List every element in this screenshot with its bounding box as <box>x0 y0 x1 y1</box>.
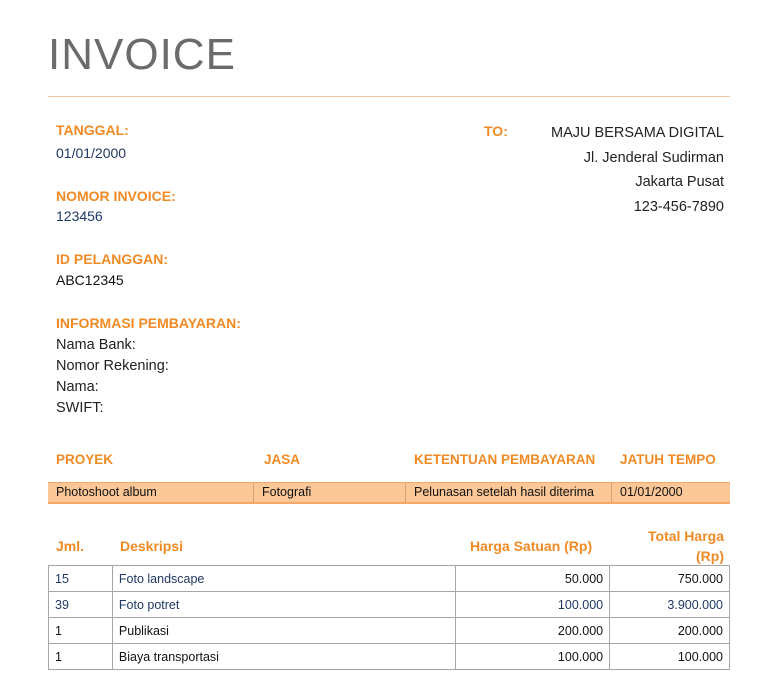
total-cell: 3.900.000 <box>610 592 730 618</box>
swift-line: SWIFT: <box>56 400 104 416</box>
qty-header: Jml. <box>56 538 85 554</box>
total-price-header <box>648 526 724 566</box>
due-date-cell: 01/01/2000 <box>620 485 683 499</box>
qty-cell: 39 <box>49 592 113 618</box>
description-cell: Foto landscape <box>112 566 455 592</box>
unit-price-cell: 100.000 <box>456 644 610 670</box>
total-price-header-line2: (Rp) <box>696 548 724 564</box>
qty-cell: 1 <box>49 644 113 670</box>
items-table <box>48 565 730 670</box>
customer-id-value: ABC12345 <box>56 272 124 288</box>
account-number-line: Nomor Rekening: <box>56 358 169 374</box>
service-cell: Fotografi <box>254 483 406 502</box>
description-cell: Biaya transportasi <box>112 644 455 670</box>
description-header: Deskripsi <box>120 538 184 554</box>
service-header: JASA <box>264 452 301 467</box>
unit-price-header: Harga Satuan (Rp) <box>470 538 593 554</box>
qty-cell: 1 <box>49 618 113 644</box>
table-row <box>49 644 730 670</box>
description-cell: Publikasi <box>112 618 455 644</box>
unit-price-cell: 50.000 <box>456 566 610 592</box>
invoice-number-label: NOMOR INVOICE: <box>56 188 176 204</box>
invoice-number-value: 123456 <box>56 208 103 224</box>
total-cell: 100.000 <box>610 644 730 670</box>
date-value: 01/01/2000 <box>56 145 127 161</box>
project-header: PROYEK <box>56 452 114 467</box>
payment-terms-cell: Pelunasan setelah hasil diterima <box>406 483 612 502</box>
bank-name-line: Nama Bank: <box>56 337 136 353</box>
total-cell: 200.000 <box>610 618 730 644</box>
total-price-header-line1: Total Harga <box>648 528 724 544</box>
payment-info-block <box>56 335 169 419</box>
title-divider <box>48 96 730 97</box>
payment-terms-header: KETENTUAN PEMBAYARAN <box>414 452 596 467</box>
recipient-city: Jakarta Pusat <box>635 174 724 190</box>
total-cell: 750.000 <box>610 566 730 592</box>
date-label: TANGGAL: <box>56 122 129 138</box>
project-cell: Photoshoot album <box>48 483 254 502</box>
table-row <box>49 592 730 618</box>
unit-price-cell: 100.000 <box>456 592 610 618</box>
recipient-company: MAJU BERSAMA DIGITAL <box>551 125 724 141</box>
recipient-street: Jl. Jenderal Sudirman <box>583 149 724 166</box>
table-row <box>49 566 730 592</box>
table-row <box>49 618 730 644</box>
description-cell: Foto potret <box>112 592 455 618</box>
payment-info-label: INFORMASI PEMBAYARAN: <box>56 315 241 331</box>
account-name-line: Nama: <box>56 379 99 395</box>
recipient-phone: 123-456-7890 <box>633 198 724 215</box>
recipient-label: TO: <box>484 123 508 139</box>
due-date-header: JATUH TEMPO <box>620 452 716 467</box>
recipient-address <box>551 121 724 219</box>
page-title: INVOICE <box>48 30 236 79</box>
customer-id-label: ID PELANGGAN: <box>56 251 168 267</box>
project-row <box>48 482 730 504</box>
unit-price-cell: 200.000 <box>456 618 610 644</box>
qty-cell: 15 <box>49 566 113 592</box>
